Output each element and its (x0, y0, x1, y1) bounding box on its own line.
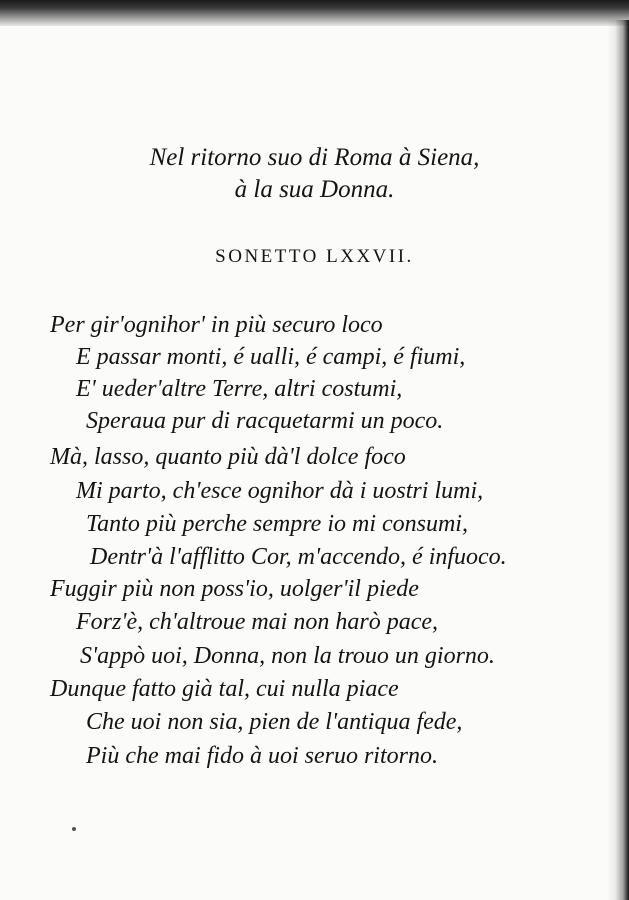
verse-line-1: Per gir'ognihor' in più securo loco (50, 312, 383, 338)
verse-line-13: Che uoi non sia, pien de l'antiqua fede, (86, 709, 463, 735)
verse-line-10: Forz'è, ch'altroue mai non harò pace, (76, 609, 438, 635)
sonnet-title: SONETTO LXXVII. (215, 246, 414, 267)
verse-line-2: E passar monti, é ualli, é campi, é fiumi, (76, 344, 466, 370)
verse-line-6: Mi parto, ch'esce ognihor dà i uostri lumi, (76, 478, 484, 504)
paper-blemish (72, 827, 76, 831)
poem-heading-line-1: Nel ritorno suo di Roma à Siena, (149, 144, 480, 171)
poem-heading-line-2: à la sua Donna. (234, 176, 395, 203)
verse-line-7: Tanto più perche sempre io mi consumi, (86, 511, 468, 537)
verse-line-12: Dunque fatto già tal, cui nulla piace (50, 676, 399, 702)
verse-line-5: Mà, lasso, quanto più dà'l dolce foco (50, 444, 406, 470)
verse-line-11: S'appò uoi, Donna, non la trouo un giorno. (80, 643, 495, 669)
verse-line-4: Speraua pur di racquetarmi un poco. (86, 408, 444, 434)
verse-line-14: Più che mai fido à uoi seruo ritorno. (86, 743, 438, 769)
page-top-edge-shadow (0, 0, 629, 26)
verse-line-9: Fuggir più non poss'io, uolger'il piede (50, 576, 419, 602)
verse-line-3: E' ueder'altre Terre, altri costumi, (76, 376, 403, 402)
verse-line-8: Dentr'à l'afflitto Cor, m'accendo, é infuoco. (90, 544, 507, 570)
